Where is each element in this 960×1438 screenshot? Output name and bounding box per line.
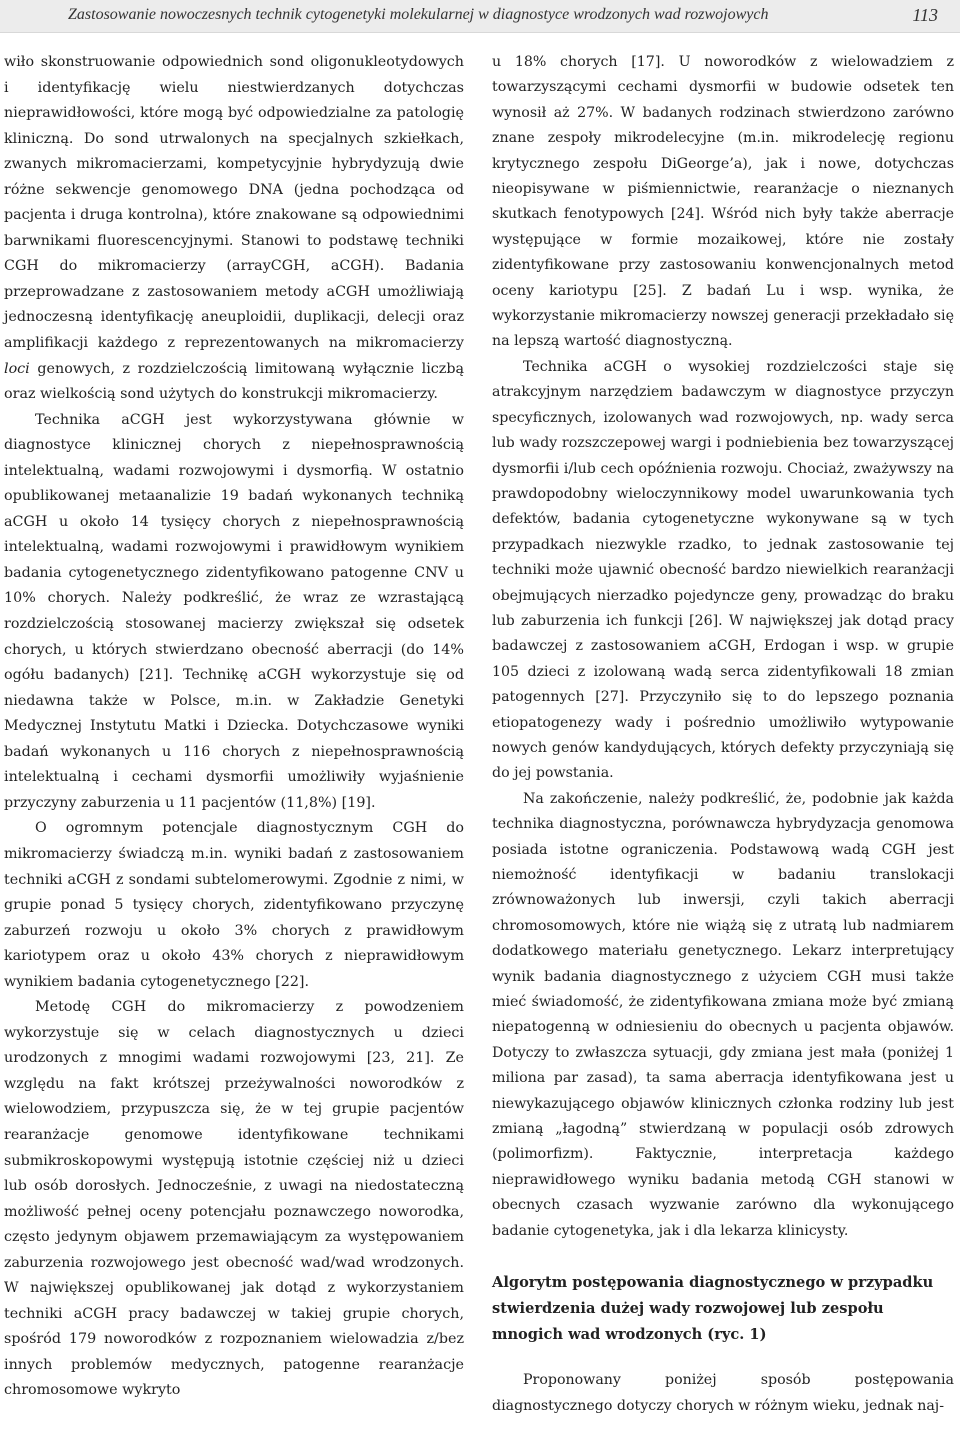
paragraph-text: wiło skonstruowanie odpowiednich sond oligonukleotydowych i identyfikację wielu niestwierdzanych dotychczas nieprawidłowości, które mogą być odpowiedzialne za patologię kliniczną. Do sond utrwalonych na specjalnych szkiełkach, zwanych mikromacierzami, kompetycyjnie hybrydyzują dwie różne sekwencje genomowego DNA (jedna pochodząca od pacjenta i druga kontrolna), które znakowane są odpowiednimi barwnikami fluorescencyjnymi. Stanowi to podstawę techniki CGH do mikromacierzy (arrayCGH, aCGH). Badania przeprowadzane z zastosowaniem metody aCGH umożliwiają jednoczesną identyfikację aneuploidii, duplikacji, delecji oraz amplifikacji każdego z reprezentowanych na mikromacierzy [4, 54, 464, 352]
paragraph: Technika aCGH o wysokiej rozdzielczości staje się atrakcyjnym narzędziem badawczym w diagnostyce przyczyn specyficznych, izolowanych wad rozwojowych, np. wady serca lub wady rozszczepowej wargi i podniebienia bez towarzyszącej dysmorfii i/lub cech opóźnienia rozwoju. Chociaż, zważywszy na prawdopodobny wieloczynnikowy model uwarunkowania tych defektów, badania cytogenetyczne wykonywane są w tych przypadkach niezwykle rzadko, to jednak zastosowanie tej techniki może ujawnić obecność bardzo niewielkich rearanżacji obejmujących nierzadko pojedyncze geny, prowadząc do braku lub zaburzenia ich funkcji [26]. W największej jak dotąd pracy badawczej z zastosowaniem aCGH, Erdogan i wsp. w grupie 105 dzieci z izolowaną wadą serca zidentyfikowali 18 zmian patogennych [27]. Przyczyniło się to do lepszego poznania etiopatogenezy wady i pośrednio umożliwiło wytypowanie nowych genów kandydujących, których defekty przyczyniają się do jej powstania. [492, 358, 954, 782]
paragraph: u 18% chorych [17]. U noworodków z wielowadziem z towarzyszącymi cechami dysmorfii w budowie odsetek ten wynosił aż 27%. W badanych rodzinach stwierdzono zarówno znane zespoły mikrodelecyjne (m.in. mikrodelecję regionu krytycznego zespołu DiGeorge’a), jak i nowe, dotychczas nieopisywane w piśmiennictwie, rearanżacje o nieznanych skutkach fenotypowych [24]. Wśród nich były także aberracje występujące w formie mozaikowej, które nie zostały zidentyfikowane przy zastosowaniu konwencjonalnych metod oceny kariotypu [25]. Z badań Lu i wsp. wynika, że wykorzystanie mikromacierzy nowszej generacji przekładało się na lepszą wartość diagnostyczną. [492, 54, 954, 350]
italic-term: loci [4, 360, 30, 377]
paragraph: Na zakończenie, należy podkreślić, że, podobnie jak każda technika diagnostyczna, porównawcza hybrydyzacja genomowa posiada istotne ograniczenia. Podstawową wadą CGH jest niemożność identyfikacji w badaniu translokacji zrównoważonych lub inwersji, czyli takich aberracji chromosomowych, które nie wiążą się z utratą lub nadmiarem dodatkowego materiału genetycznego. Lekarz interpretujący wynik badania diagnostycznego z użyciem CGH musi także mieć świadomość, że zidentyfikowana zmiana może być zmianą niepatogenną w odniesieniu do obecnych u pacjenta objawów. Dotyczy to zwłaszcza sytuacji, gdy zmiana jest mała (poniżej 1 miliona par zasad), ta sama aberracja identyfikowana jest u niewykazującego objawów klinicznych członka rodziny lub jest zmianą „łagodną” stwierdzaną w populacji osób zdrowych (polimorfizm). Faktycznie, interpretacja każdego nieprawidłowego wyniku badania metodą CGH stanowi w obecnych czasach wyzwanie zarówno dla wykonującego badanie cytogenetyka, jak i dla lekarza klinicysty. [492, 790, 954, 1239]
paragraph [4, 50, 464, 408]
paragraph: Metodę CGH do mikromacierzy z powodzeniem wykorzystuje się w celach diagnostycznych u dzieci urodzonych z mnogimi wadami rozwojowymi [23, 21]. Ze względu na fakt krótszej przeżywalności noworodków z wielowodziem, przypuszcza się, że w tej grupie pacjentów rearanżacje genomowe identyfikowane technikami submikroskopowymi występują istotnie częściej niż u dzieci lub osób dorosłych. Jednocześnie, z uwagi na niedostateczną możliwość pełnej oceny potencjału poznawczego noworodka, często jedynym objawem przemawiającym za występowaniem zaburzenia rozwojowego jest obecność wad/wad wrodzonych. W największej opublikowanej jak dotąd z wykorzystaniem techniki aCGH pracy badawczej w takiej grupie chorych, spośród 179 noworodków z rozpoznaniem wielowadzia z/bez innych problemów medycznych, patogenne rearanżacje chromosomowe wykryto [4, 999, 464, 1399]
section-heading: Algorytm postępowania diagnostycznego w przypadku stwierdzenia dużej wady rozwojowej lub zespołu mnogich wad wrodzonych (ryc. 1) [492, 1274, 934, 1344]
paragraph: Technika aCGH jest wykorzystywana głównie w diagnostyce klinicznej chorych z niepełnosprawnością intelektualną, wadami rozwojowymi i dysmorfią. W ostatnio opublikowanej metaanalizie 19 badań wykonanych techniką aCGH u około 14 tysięcy chorych z niepełnosprawnością intelektualną, wadami rozwojowymi i prawidłowym wynikiem badania cytogenetycznego zidentyfikowano patogenne CNV u 10% chorych. Należy podkreślić, że wraz ze wzrastającą rozdzielczością stosowanej macierzy zwiększał się odsetek chorych, u których stwierdzano obecność aberracji (do 14% ogółu badanych) [21]. Technikę aCGH wykorzystuje się od niedawna także w Polsce, m.in. w Zakładzie Genetyki Medycznej Instytutu Matki i Dziecka. Dotychczasowe wyniki badań wykonanych u 116 chorych z niepełnosprawnością intelektualną i cechami dysmorfii umożliwiły wyjaśnienie przyczyny zaburzenia u 11 pacjentów (11,8%) [19]. [4, 411, 464, 811]
paragraph: Proponowany poniżej sposób postępowania diagnostycznego dotyczy chorych w różnym wieku, jednak naj- [492, 1372, 954, 1414]
right-column [492, 50, 954, 1419]
paragraph: O ogromnym potencjale diagnostycznym CGH do mikromacierzy świadczą m.in. wyniki badań z zastosowaniem techniki aCGH z sondami subtelomerowymi. Zgodnie z nimi, w grupie ponad 5 tysięcy chorych, zidentyfikowano przyczynę zaburzeń rozwoju u około 3% chorych z prawidłowym kariotypem oraz u około 43% chorych z nieprawidłowym wynikiem badania cytogenetycznego [22]. [4, 820, 464, 990]
page-number: 113 [912, 5, 938, 25]
running-title: Zastosowanie nowoczesnych technik cytogenetyki molekularnej w diagnostyce wrodzonych wad rozwojowych [68, 6, 769, 23]
paragraph-text: genowych, z rozdzielczością limitowaną wyłącznie liczbą oraz wielkością sond użytych do konstrukcji mikromacierzy. [4, 360, 464, 403]
left-column [4, 50, 464, 1404]
running-header [0, 0, 960, 33]
